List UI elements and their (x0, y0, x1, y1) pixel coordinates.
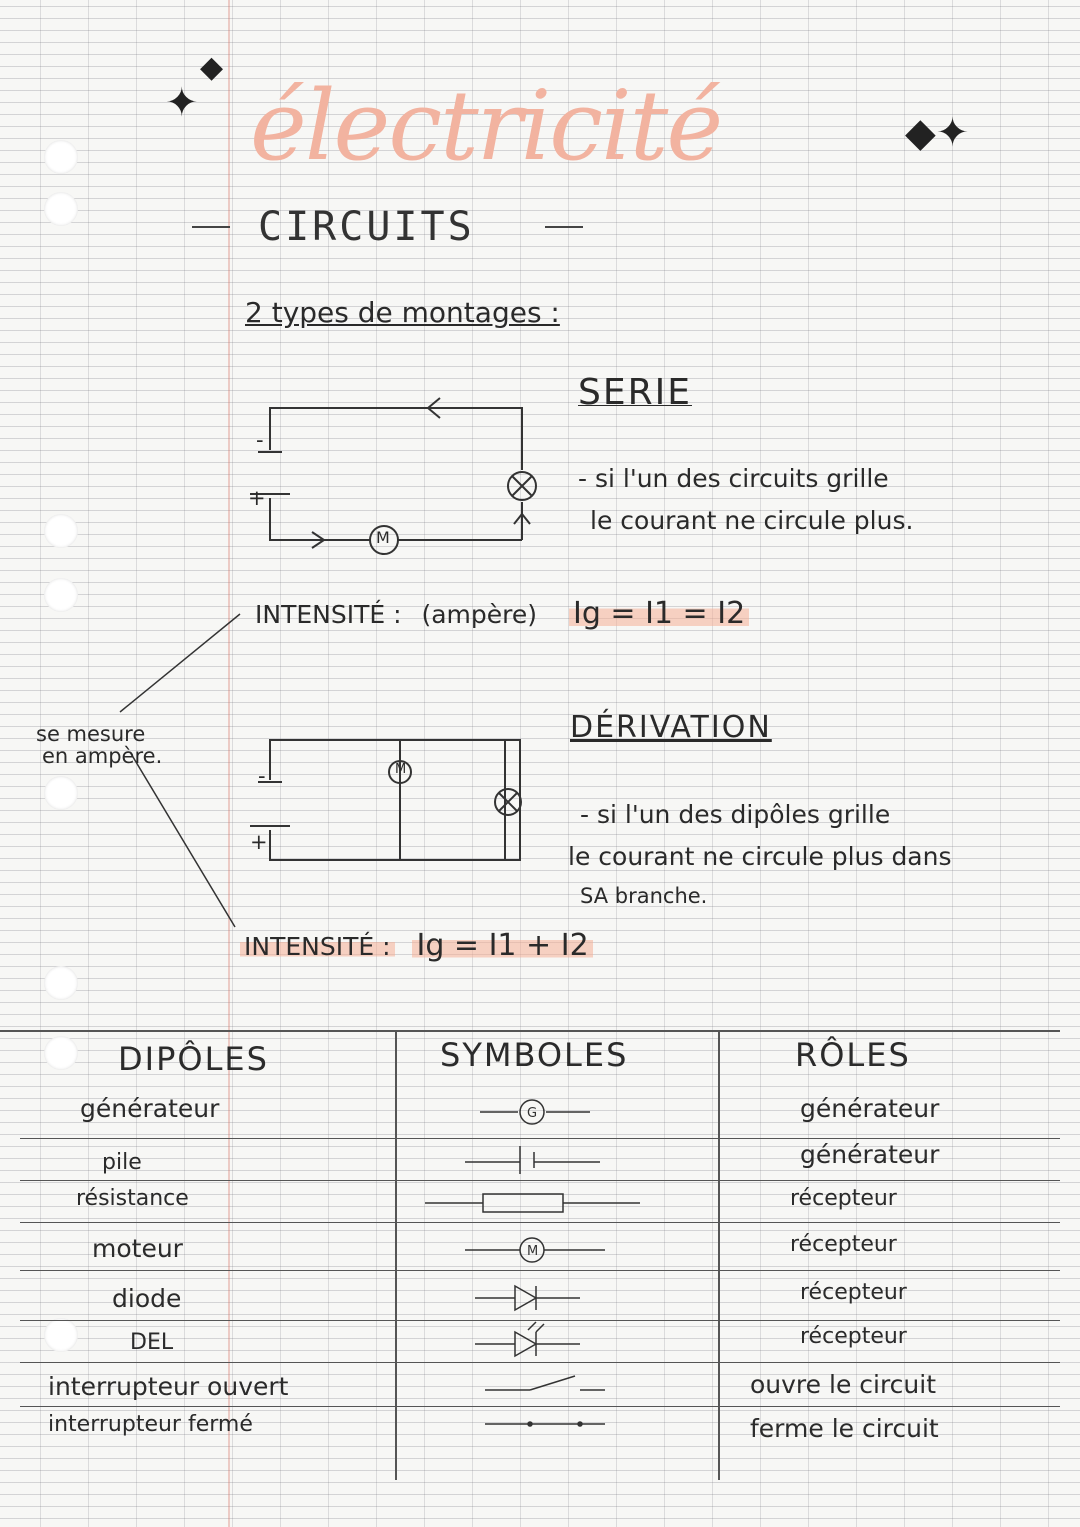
resistor-symbol-icon (425, 1188, 645, 1218)
serie-note-line: le courant ne circule plus. (590, 506, 914, 535)
table-column-divider (395, 1030, 397, 1480)
page-title: électricité (250, 70, 722, 182)
side-note-line: en ampère. (42, 744, 163, 768)
subtitle: 2 types de montages : (245, 296, 560, 329)
diode-symbol-icon (470, 1278, 590, 1318)
serie-intensity (255, 596, 749, 631)
binder-hole (44, 514, 78, 548)
table-row-dipole: interrupteur ouvert (48, 1372, 289, 1401)
derivation-heading: DÉRIVATION (570, 710, 772, 745)
serie-formula: Ig = I1 = I2 (569, 596, 749, 631)
serie-minus-sign: - (256, 428, 264, 452)
side-note-line: se mesure (36, 722, 146, 746)
derivation-plus-sign: + (250, 830, 268, 854)
table-row-dipole: pile (102, 1150, 142, 1175)
table-header-dipoles: DIPÔLES (118, 1040, 269, 1078)
table-row-role: générateur (800, 1140, 940, 1169)
derivation-circuit-diagram (240, 730, 540, 870)
serie-circuit-diagram (240, 390, 550, 560)
closed-switch-symbol-icon (480, 1412, 610, 1436)
derivation-note-line: le courant ne circule plus dans (568, 842, 952, 871)
serie-heading: SERIE (578, 372, 692, 413)
motor-symbol-label: M (527, 1244, 539, 1259)
binder-hole (44, 1036, 78, 1070)
binder-hole (44, 776, 78, 810)
open-switch-symbol-icon (480, 1368, 610, 1402)
derivation-note-line: - si l'un des dipôles grille (580, 800, 891, 829)
serie-motor-label: M (376, 528, 390, 547)
table-header-symboles: SYMBOLES (440, 1036, 629, 1074)
table-border (0, 1030, 1060, 1032)
table-row-divider (20, 1270, 1060, 1271)
table-row-divider (20, 1406, 1060, 1407)
table-row-divider (20, 1362, 1060, 1363)
table-row-role: récepteur (790, 1186, 897, 1211)
table-row-divider (20, 1180, 1060, 1181)
table-row-role: récepteur (800, 1324, 907, 1349)
derivation-motor-label: M (395, 762, 407, 777)
sparkle-icon: ◆✦ (905, 110, 970, 156)
table-row-dipole: diode (112, 1284, 182, 1313)
table-row-role: récepteur (790, 1232, 897, 1257)
generator-symbol-icon (470, 1090, 600, 1130)
serie-intensity-unit: (ampère) (421, 600, 538, 629)
table-row-divider (20, 1222, 1060, 1223)
table-row-dipole: générateur (80, 1094, 220, 1123)
sparkle-icon: ✦ (165, 80, 199, 126)
dash-divider (545, 226, 583, 228)
derivation-minus-sign: - (258, 764, 266, 788)
table-column-divider (718, 1030, 720, 1480)
binder-hole (44, 192, 78, 226)
table-row-role: ferme le circuit (750, 1414, 939, 1443)
binder-hole (44, 578, 78, 612)
motor-symbol-icon (460, 1230, 610, 1270)
serie-note-line: - si l'un des circuits grille (578, 464, 889, 493)
binder-hole (44, 966, 78, 1000)
binder-hole (44, 1318, 78, 1352)
derivation-intensity-label: INTENSITÉ : (240, 932, 395, 961)
table-row-dipole: moteur (92, 1234, 183, 1263)
table-header-roles: RÔLES (795, 1036, 911, 1074)
derivation-intensity (240, 928, 593, 963)
derivation-formula: Ig = I1 + I2 (412, 928, 592, 963)
side-note-bracket (110, 612, 250, 932)
table-row-dipole: interrupteur fermé (48, 1412, 253, 1437)
sparkle-icon: ◆ (200, 50, 224, 85)
generator-symbol-label: G (527, 1106, 538, 1121)
binder-hole (44, 140, 78, 174)
table-row-dipole: résistance (76, 1186, 189, 1211)
table-row-role: récepteur (800, 1280, 907, 1305)
battery-symbol-icon (460, 1138, 610, 1178)
derivation-note-line: SA branche. (580, 884, 708, 908)
serie-plus-sign: + (248, 486, 266, 510)
table-row-role: ouvre le circuit (750, 1370, 937, 1399)
serie-intensity-label: INTENSITÉ : (255, 600, 402, 629)
section-title: CIRCUITS (258, 204, 475, 250)
table-row-dipole: DEL (130, 1330, 174, 1355)
dash-divider (192, 226, 230, 228)
table-row-role: générateur (800, 1094, 940, 1123)
led-symbol-icon (470, 1320, 590, 1362)
